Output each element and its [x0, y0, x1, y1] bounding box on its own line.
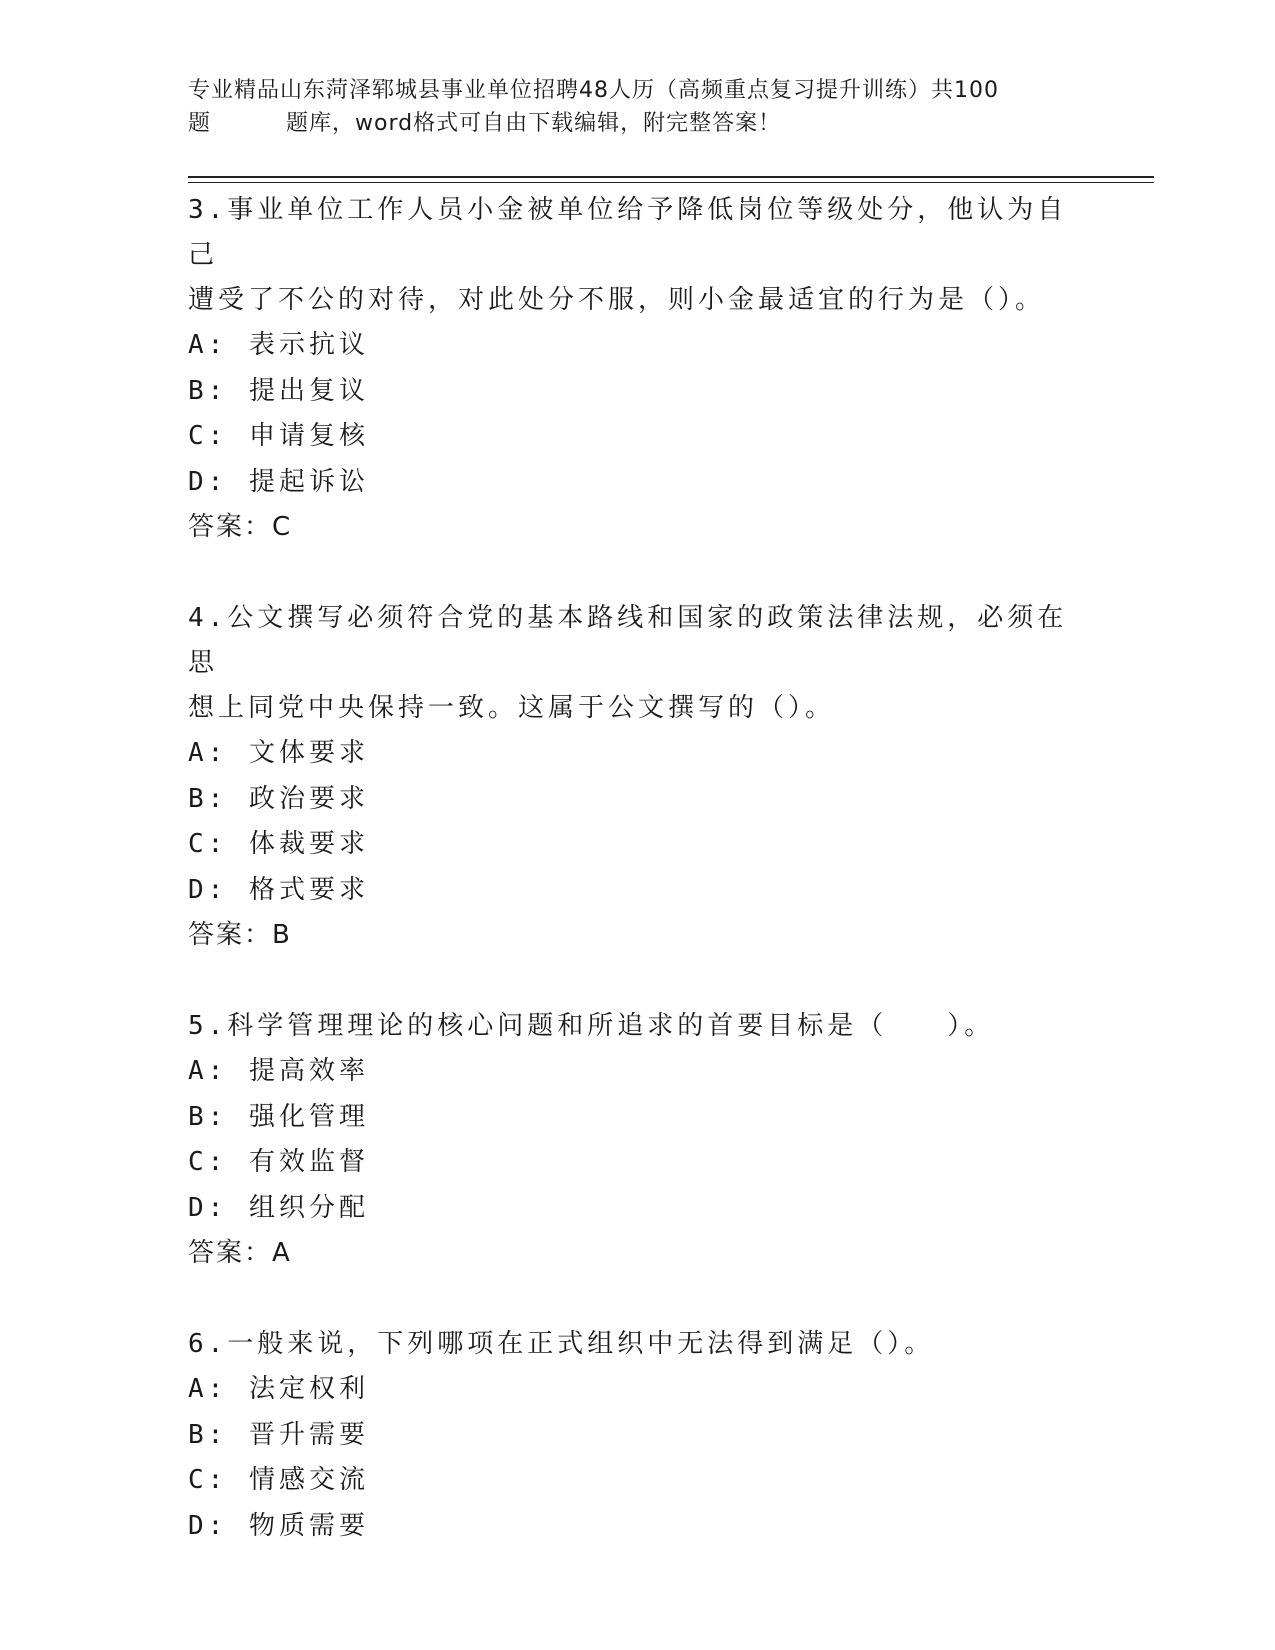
option-text: 提出复议	[248, 375, 369, 406]
option-text: 表示抗议	[248, 330, 369, 360]
option-text: 文体要求	[248, 738, 369, 768]
option-key: A:	[188, 738, 228, 768]
question-stem-line: 6.一般来说，下列哪项在正式组织中无法得到满足（）。	[188, 1329, 935, 1359]
option-text: 体裁要求	[248, 829, 369, 859]
document-header	[188, 74, 1088, 140]
option-text: 提高效率	[248, 1056, 369, 1086]
question-list	[188, 188, 1088, 1595]
question-stem-line: 4.公文撰写必须符合党的基本路线和国家的政策法律法规，必须在思	[188, 603, 1068, 678]
option-key: C:	[188, 421, 228, 451]
question-stem-line: 3.事业单位工作人员小金被单位给予降低岗位等级处分，他认为自己	[188, 195, 1068, 270]
option-text: 政治要求	[248, 783, 369, 814]
header-divider-thin	[188, 182, 1154, 183]
option-key: B:	[188, 1419, 228, 1450]
option-text: 格式要求	[248, 874, 369, 905]
answer-line: 答案：C	[188, 512, 293, 542]
option-d	[188, 1186, 1088, 1232]
option-key: A:	[188, 1374, 228, 1404]
option-text: 情感交流	[248, 1465, 369, 1495]
option-text: 强化管理	[248, 1101, 369, 1132]
header-line-2-right: 题库，word格式可自由下载编辑，附完整答案！	[286, 111, 782, 136]
question-6	[188, 1322, 1088, 1549]
option-text: 提起诉讼	[248, 466, 369, 497]
option-key: C:	[188, 1147, 228, 1177]
answer-line: 答案：B	[188, 920, 292, 950]
option-c	[188, 1140, 1088, 1186]
answer-line: 答案：A	[188, 1238, 292, 1268]
option-key: D:	[188, 1192, 228, 1223]
option-b	[188, 1413, 1088, 1459]
option-key: B:	[188, 1101, 228, 1132]
option-key: D:	[188, 466, 228, 497]
option-text: 组织分配	[248, 1192, 369, 1223]
question-3	[188, 188, 1088, 550]
header-line-2-left: 题	[188, 111, 212, 136]
option-text: 申请复核	[248, 421, 369, 451]
option-key: B:	[188, 783, 228, 814]
header-divider-thick	[188, 176, 1154, 178]
option-a	[188, 1049, 1088, 1095]
option-text: 晋升需要	[248, 1419, 369, 1450]
question-stem-line: 想上同党中央保持一致。这属于公文撰写的（）。	[188, 693, 836, 723]
option-key: B:	[188, 375, 228, 406]
question-4	[188, 596, 1088, 958]
option-d	[188, 1504, 1088, 1550]
option-key: A:	[188, 330, 228, 360]
option-key: D:	[188, 1510, 228, 1541]
option-a	[188, 731, 1088, 777]
option-b	[188, 1095, 1088, 1141]
option-a	[188, 323, 1088, 369]
option-b	[188, 777, 1088, 823]
option-b	[188, 369, 1088, 415]
option-key: C:	[188, 829, 228, 859]
option-c	[188, 414, 1088, 460]
question-5	[188, 1004, 1088, 1276]
option-c	[188, 1458, 1088, 1504]
header-line-1: 专业精品山东菏泽郓城县事业单位招聘48人历（高频重点复习提升训练）共100	[188, 78, 999, 103]
option-key: D:	[188, 874, 228, 905]
option-d	[188, 460, 1088, 506]
question-stem-line: 遭受了不公的对待，对此处分不服，则小金最适宜的行为是（）。	[188, 285, 1046, 315]
option-text: 物质需要	[248, 1510, 369, 1541]
option-key: C:	[188, 1465, 228, 1495]
question-stem-line: 5.科学管理理论的核心问题和所追求的首要目标是（ ）。	[188, 1011, 995, 1041]
header-line-2	[188, 107, 1088, 140]
option-a	[188, 1367, 1088, 1413]
option-text: 法定权利	[248, 1374, 369, 1404]
option-d	[188, 868, 1088, 914]
option-key: A:	[188, 1056, 228, 1086]
option-text: 有效监督	[248, 1147, 369, 1177]
option-c	[188, 822, 1088, 868]
